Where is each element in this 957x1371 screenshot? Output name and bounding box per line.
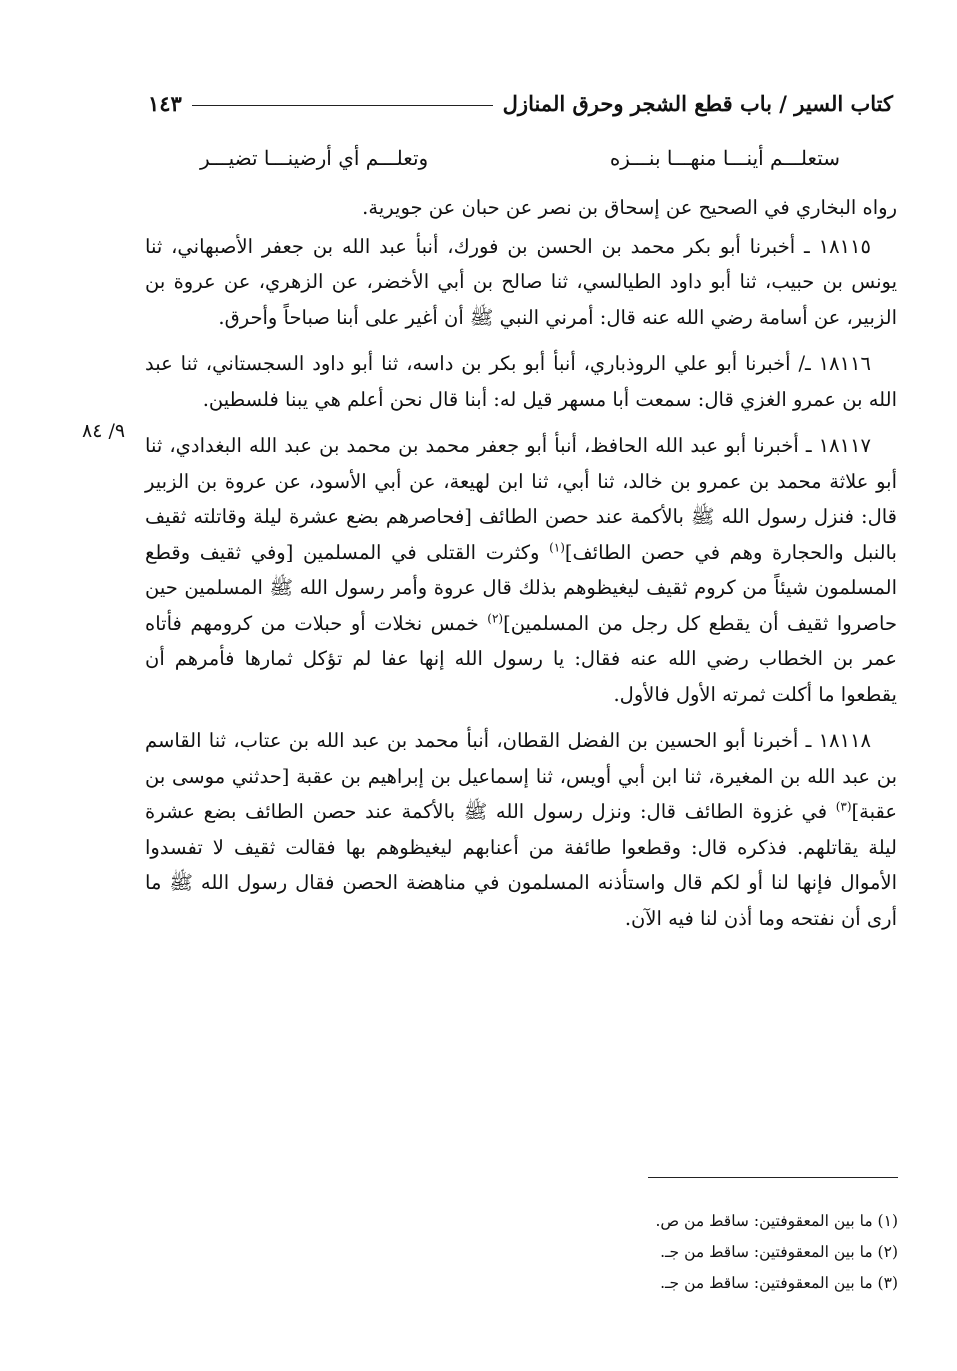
header-rule xyxy=(192,105,493,106)
header-title: كتاب السير / باب قطع الشجر وحرق المنازل xyxy=(502,90,893,116)
paragraph-hadith-18116 xyxy=(145,346,897,417)
running-header xyxy=(148,86,893,120)
footnote-3: (٣) ما بين المعقوفتين: ساقط من جـ. xyxy=(660,1274,898,1292)
paragraph-hadith-18118 xyxy=(145,723,897,936)
footnote-1: (١) ما بين المعقوفتين: ساقط من ص. xyxy=(655,1212,898,1230)
paragraph-text: ١٨١١٥ ـ أخبرنا أبو بكر محمد بن الحسن بن فورك، أنبأ عبد الله بن جعفر الأصبهاني، ثنا يونس بن حبيب، ثنا أبو داود الطيالسي، ثنا صالح بن أبي الأخضر، عن الزهري، عن عروة بن الزبير، عن أسامة رضي الله عنه قال: أمرني النبي ﷺ أن أغير على أبنا صباحاً وأحرق. xyxy=(145,234,897,329)
paragraph-text: في غزوة الطائف قال: ونزل رسول الله ﷺ بالأكمة عند حصن الطائف بضع عشرة ليلة يقاتلهم. فذكره قال: وقطعوا طائفة من أعنابهم ليغيظوهم بها فقالت ثقيف لا تفسدوا الأموال فإنها لنا أو لكم قال واستأذنه المسلمون في مناهضة الحصن فقال رسول الله ﷺ ما أرى أن نفتحه وما أذن لنا فيه الآن. xyxy=(145,800,897,930)
paragraph-text: رواه البخاري في الصحيح عن إسحاق بن نصر عن حبان عن جويرية. xyxy=(362,196,897,219)
verse-hemistich-left: وتعلـــم أي أرضينـــا تضيـــر xyxy=(200,146,429,170)
footnote-2: (٢) ما بين المعقوفتين: ساقط من جـ. xyxy=(660,1243,898,1261)
paragraph-hadith-18115 xyxy=(145,229,897,336)
footnote-marker-1: (١) xyxy=(549,540,565,554)
paragraph-text: خمس نخلات أو حبلات من كرومهم فأتاه عمر بن الخطاب رضي الله عنه فقال: يا رسول الله إنها عفا لم تؤكل ثمارها فأمرهم أن يقطعوا ما أكلت ثمرته الأول فالأول. xyxy=(145,611,897,706)
footnote-marker-2: (٢) xyxy=(487,611,504,625)
footnotes xyxy=(540,1206,898,1299)
paragraph-text: وكثرت القتلى في المسلمين [وفي ثقيف وقطع المسلمون شيئاً من كروم ثقيف ليغيظوهم بذلك قال عروة وأمر رسول الله ﷺ المسلمين حين حاصروا ثقيف أن يقطع كل رجل من المسلمين] xyxy=(145,540,897,635)
page-number: ١٤٣ xyxy=(148,90,182,116)
footnote-separator xyxy=(648,1177,898,1178)
margin-volume-reference: ٩/ ٨٤ xyxy=(82,420,126,442)
paragraph-text: ١٨١١٦ ـ/ أخبرنا أبو علي الروذباري، أنبأ أبو بكر بن داسه، ثنا أبو داود السجستاني، ثنا عبد الله بن عمرو الغزي قال: سمعت أبا مسهر قيل له: أبنا قال نحن أعلم هي يبنا فلسطين. xyxy=(145,352,897,411)
footnote-marker-3: (٣) xyxy=(835,799,852,814)
poetry-verse xyxy=(200,146,840,180)
paragraph-text: ١٨١١٨ ـ أخبرنا أبو الحسين بن الفضل القطان، أنبأ محمد بن عبد الله بن عتاب، ثنا القاسم بن عبد الله بن المغيرة، ثنا ابن أبي أويس، ثنا إسماعيل بن إبراهيم بن عقبة [حدثني موسى بن عقبة] xyxy=(145,729,897,823)
main-text xyxy=(145,190,897,947)
paragraph-text: ١٨١١٧ ـ أخبرنا أبو عبد الله الحافظ، أنبأ أبو جعفر محمد بن محمد بن عبد الله البغدادي، ثنا أبو علاثة محمد بن عمرو بن خالد، ثنا أبي، ثنا ابن لهيعة، عن أبي الأسود، عن عروة بن الزبير قال: فنزل رسول الله ﷺ بالأكمة عند حصن الطائف [فحاصرهم بضع عشرة ليلة وقاتلته ثقيف بالنبل والحجارة وهم في حصن الطائف] xyxy=(145,434,897,564)
paragraph-hadith-18117 xyxy=(145,428,897,712)
paragraph-bukhari-note xyxy=(145,190,897,226)
verse-hemistich-right: ستعلـــم أينـــا منهـــا بنـــزه xyxy=(609,146,840,170)
